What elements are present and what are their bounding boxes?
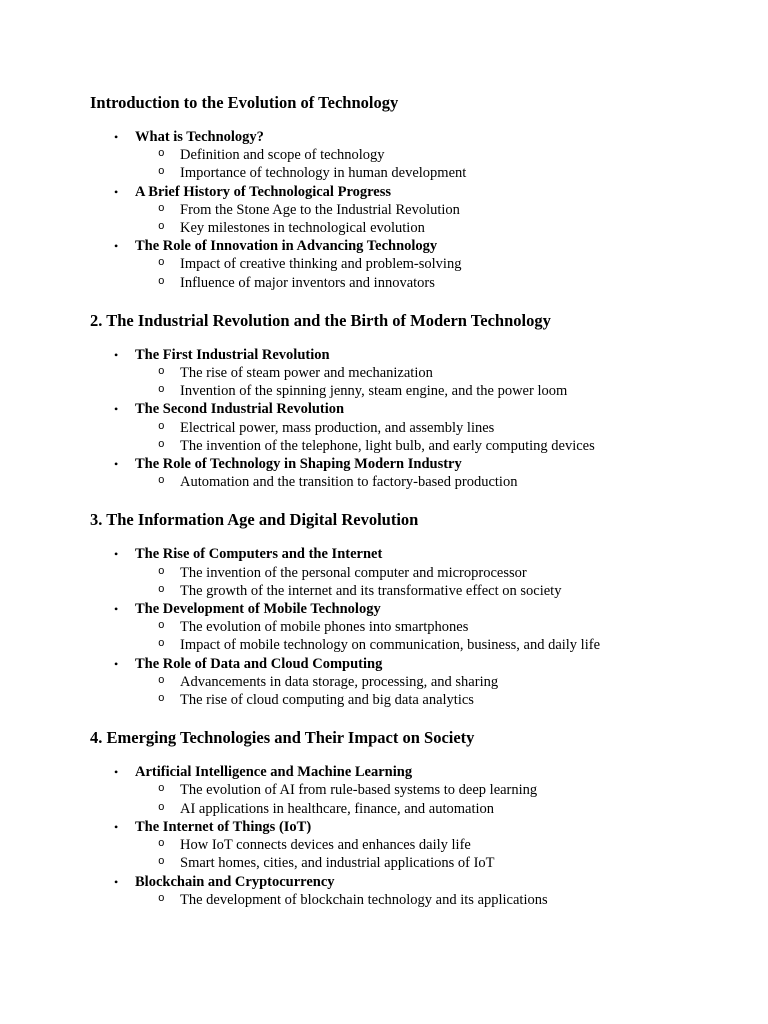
- subitem-list: [135, 364, 730, 400]
- topic-item: [90, 818, 730, 873]
- circle-bullet-icon: o: [158, 565, 165, 578]
- subitem: [135, 219, 730, 237]
- document-body: [90, 92, 730, 909]
- subitem: [135, 364, 730, 382]
- subitem-text: Impact of creative thinking and problem-solving: [180, 256, 462, 273]
- subitem: [135, 437, 730, 455]
- subitem-list: [135, 473, 730, 491]
- circle-bullet-icon: o: [158, 275, 165, 288]
- subitem-text: The growth of the internet and its transformative effect on society: [180, 582, 562, 599]
- subitem: [135, 274, 730, 292]
- topic-item: [90, 655, 730, 710]
- circle-bullet-icon: o: [158, 674, 165, 687]
- subitem: [135, 255, 730, 273]
- circle-bullet-icon: o: [158, 892, 165, 905]
- subitem-list: [135, 146, 730, 182]
- subitem-text: The rise of steam power and mechanization: [180, 365, 433, 382]
- bullet-icon: •: [114, 402, 119, 417]
- subitem: [135, 854, 730, 872]
- document-page: [90, 92, 730, 927]
- subitem-list: [135, 673, 730, 709]
- subitem-text: Advancements in data storage, processing, and sharing: [180, 673, 499, 690]
- subitem-text: The rise of cloud computing and big data analytics: [180, 692, 474, 709]
- circle-bullet-icon: o: [158, 583, 165, 596]
- subitem-list: [135, 836, 730, 872]
- subitem-text: Automation and the transition to factory-based production: [180, 474, 518, 491]
- topic-item: [90, 600, 730, 655]
- subitem-text: The development of blockchain technology and its applications: [180, 891, 548, 908]
- section-heading: Introduction to the Evolution of Technology: [90, 93, 399, 112]
- subitem: [135, 673, 730, 691]
- circle-bullet-icon: o: [158, 838, 165, 851]
- topic-title: A Brief History of Technological Progress: [135, 183, 392, 200]
- circle-bullet-icon: o: [158, 475, 165, 488]
- circle-bullet-icon: o: [158, 438, 165, 451]
- topic-list: [90, 763, 730, 909]
- circle-bullet-icon: o: [158, 384, 165, 397]
- subitem-text: The invention of the telephone, light bulb, and early computing devices: [180, 437, 595, 454]
- topic-title: What is Technology?: [135, 129, 264, 145]
- section-heading: 2. The Industrial Revolution and the Birth of Modern Technology: [90, 310, 551, 330]
- subitem: [135, 618, 730, 636]
- subitem-list: [135, 781, 730, 817]
- topic-item: [90, 873, 730, 909]
- subitem: [135, 636, 730, 654]
- outline-section: [90, 727, 730, 909]
- subitem: [135, 146, 730, 164]
- subitem: [135, 164, 730, 182]
- bullet-icon: •: [114, 457, 119, 472]
- outline-section: [90, 509, 730, 709]
- circle-bullet-icon: o: [158, 783, 165, 796]
- circle-bullet-icon: o: [158, 148, 165, 161]
- topic-item: [90, 545, 730, 600]
- topic-title: The Role of Technology in Shaping Modern Industry: [135, 456, 462, 473]
- subitem-list: [135, 891, 730, 909]
- subitem: [135, 691, 730, 709]
- bullet-icon: •: [114, 239, 119, 254]
- bullet-icon: •: [114, 184, 119, 199]
- subitem: [135, 836, 730, 854]
- topic-title: The Role of Innovation in Advancing Technology: [135, 238, 438, 255]
- bullet-icon: •: [114, 819, 119, 834]
- subitem: [135, 473, 730, 491]
- topic-item: [90, 237, 730, 292]
- subitem: [135, 891, 730, 909]
- topic-title: The Second Industrial Revolution: [135, 401, 345, 418]
- subitem-list: [135, 618, 730, 654]
- subitem: [135, 382, 730, 400]
- subitem: [135, 419, 730, 437]
- bullet-icon: •: [114, 602, 119, 617]
- circle-bullet-icon: o: [158, 856, 165, 869]
- circle-bullet-icon: o: [158, 801, 165, 814]
- section-heading: 3. The Information Age and Digital Revolution: [90, 510, 419, 530]
- subitem-text: How IoT connects devices and enhances daily life: [180, 837, 471, 854]
- subitem-text: Invention of the spinning jenny, steam engine, and the power loom: [180, 383, 568, 400]
- bullet-icon: •: [114, 347, 119, 362]
- topic-list: [90, 346, 730, 492]
- circle-bullet-icon: o: [158, 166, 165, 179]
- circle-bullet-icon: o: [158, 620, 165, 633]
- topic-item: [90, 346, 730, 401]
- circle-bullet-icon: o: [158, 693, 165, 706]
- outline-section: [90, 310, 730, 492]
- circle-bullet-icon: o: [158, 202, 165, 215]
- bullet-icon: •: [114, 547, 119, 562]
- circle-bullet-icon: o: [158, 638, 165, 651]
- subitem: [135, 781, 730, 799]
- subitem-text: Smart homes, cities, and industrial applications of IoT: [180, 855, 495, 872]
- subitem-text: Definition and scope of technology: [180, 147, 385, 164]
- circle-bullet-icon: o: [158, 366, 165, 379]
- topic-list: [90, 128, 730, 292]
- subitem: [135, 564, 730, 582]
- topic-title: The Rise of Computers and the Internet: [135, 546, 383, 563]
- bullet-icon: •: [114, 656, 119, 671]
- topic-title: Artificial Intelligence and Machine Learning: [135, 764, 413, 781]
- outline-section: [90, 92, 730, 292]
- subitem-text: Influence of major inventors and innovators: [180, 274, 435, 291]
- topic-title: The Internet of Things (IoT): [135, 818, 312, 835]
- subitem: [135, 201, 730, 219]
- subitem-list: [135, 201, 730, 237]
- circle-bullet-icon: o: [158, 420, 165, 433]
- subitem-text: AI applications in healthcare, finance, and automation: [180, 800, 495, 817]
- subitem-text: The invention of the personal computer and microprocessor: [180, 564, 527, 581]
- topic-title: The Development of Mobile Technology: [135, 601, 381, 618]
- topic-item: [90, 763, 730, 818]
- topic-title: Blockchain and Cryptocurrency: [135, 873, 335, 890]
- subitem-list: [135, 419, 730, 455]
- subitem-text: From the Stone Age to the Industrial Revolution: [180, 201, 460, 218]
- topic-item: [90, 183, 730, 238]
- subitem-list: [135, 255, 730, 291]
- topic-item: [90, 455, 730, 491]
- subitem-text: The evolution of mobile phones into smartphones: [180, 619, 469, 636]
- subitem: [135, 800, 730, 818]
- topic-item: [90, 128, 730, 183]
- circle-bullet-icon: o: [158, 221, 165, 234]
- subitem-text: Impact of mobile technology on communication, business, and daily life: [180, 637, 601, 654]
- bullet-icon: •: [114, 765, 119, 780]
- topic-list: [90, 545, 730, 709]
- subitem-text: Electrical power, mass production, and assembly lines: [180, 419, 495, 436]
- topic-title: The First Industrial Revolution: [135, 346, 330, 363]
- subitem-list: [135, 564, 730, 600]
- subitem: [135, 582, 730, 600]
- bullet-icon: •: [114, 130, 119, 144]
- circle-bullet-icon: o: [158, 257, 165, 270]
- section-heading: 4. Emerging Technologies and Their Impact on Society: [90, 728, 475, 748]
- subitem-text: Importance of technology in human development: [180, 165, 467, 182]
- topic-item: [90, 400, 730, 455]
- bullet-icon: •: [114, 874, 119, 889]
- subitem-text: The evolution of AI from rule-based systems to deep learning: [180, 782, 538, 799]
- subitem-text: Key milestones in technological evolution: [180, 220, 425, 237]
- topic-title: The Role of Data and Cloud Computing: [135, 655, 383, 672]
